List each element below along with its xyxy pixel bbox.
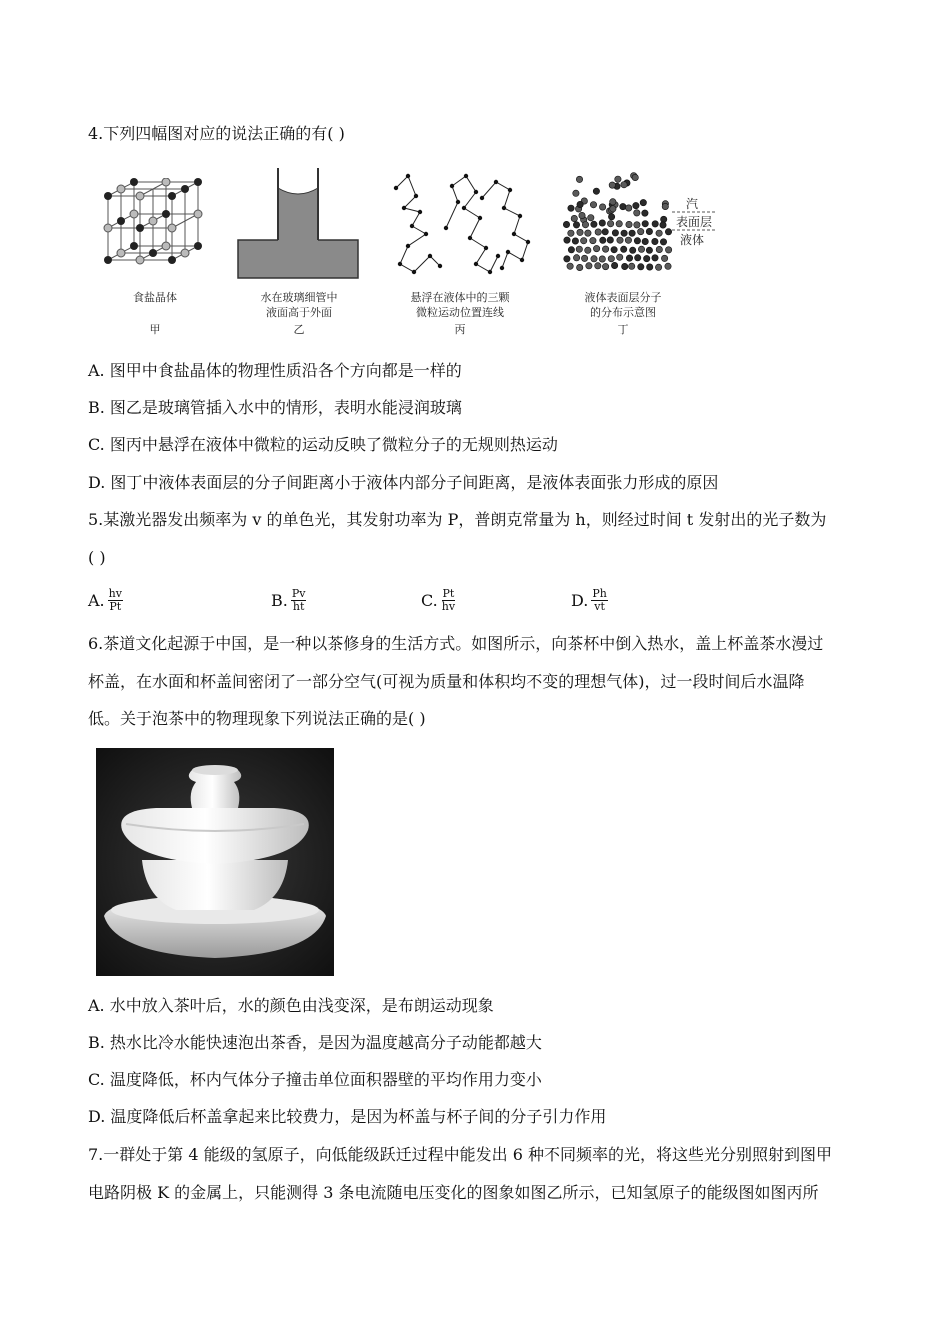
molecule-dot: [610, 199, 616, 205]
molecule-dot: [568, 247, 574, 253]
molecule-dot: [577, 264, 583, 270]
figure-bing-label: 丙: [454, 323, 466, 336]
molecule-dot: [617, 237, 623, 243]
q4-option-b: B. 图乙是玻璃管插入水中的情形，表明水能浸润玻璃: [88, 398, 462, 417]
molecule-dot: [595, 263, 601, 269]
molecule-dot: [610, 206, 616, 212]
molecule-dot: [638, 228, 644, 234]
molecule-dot: [611, 262, 617, 268]
figure-yi-label: 乙: [293, 323, 305, 336]
vapor-label: 汽: [686, 197, 699, 211]
q5-option-b-numerator: Pv: [291, 587, 306, 600]
molecule-dot: [576, 246, 582, 252]
figure-jia-caption: 食盐晶体: [133, 291, 177, 304]
molecule-dot: [660, 239, 666, 245]
molecule-dot: [642, 221, 648, 227]
molecule-dot: [656, 246, 662, 252]
molecule-dot: [621, 230, 627, 236]
q5-option-b-denominator: ht: [292, 600, 305, 613]
molecule-dot: [607, 221, 613, 227]
q6-option-a: A. 水中放入茶叶后，水的颜色由浅变深，是布朗运动现象: [88, 996, 494, 1015]
molecule-dot: [573, 222, 579, 228]
molecule-dot: [586, 263, 592, 269]
molecule-dot: [644, 255, 650, 261]
molecule-dot: [634, 238, 640, 244]
molecule-dot: [646, 247, 652, 253]
q5-option-c-numerator: Pt: [442, 587, 455, 600]
figure-bing-caption-2: 微粒运动位置连线: [416, 306, 504, 319]
teacup-photo: [96, 748, 334, 976]
brownian-motion-figure: [386, 168, 536, 282]
molecule-dot: [665, 229, 671, 235]
molecule-dot: [590, 237, 596, 243]
molecule-dot: [620, 203, 626, 209]
q4-option-d: D. 图丁中液体表面层的分子间距离小于液体内部分子间距离，是液体表面张力形成的原因: [88, 473, 719, 492]
figure-jia-label: 甲: [149, 323, 161, 336]
q5-option-a: [88, 588, 123, 613]
q6-option-c: C. 温度降低，杯内气体分子撞击单位面积器壁的平均作用力变小: [88, 1070, 542, 1089]
molecule-dot: [662, 203, 668, 209]
q5-option-a-numerator: hv: [108, 587, 122, 600]
molecule-dot: [634, 210, 640, 216]
figure-ding-caption-1: 液体表面层分子: [584, 291, 662, 304]
surface-layer-figure: [562, 170, 674, 278]
molecule-dot: [629, 230, 635, 236]
molecule-dot: [616, 221, 622, 227]
molecule-dot: [577, 229, 583, 235]
q6-option-d: D. 温度降低后杯盖拿起来比较费力，是因为杯盖与杯子间的分子引力作用: [88, 1107, 607, 1126]
molecule-dot: [581, 238, 587, 244]
figure-bing-caption-1: 悬浮在液体中的三颗: [410, 291, 510, 304]
molecule-dot: [640, 199, 646, 205]
molecule-dot: [638, 264, 644, 270]
q5-option-c: [421, 588, 456, 613]
molecule-dot: [599, 256, 605, 262]
molecule-dot: [564, 237, 570, 243]
molecule-dot: [611, 247, 617, 253]
molecule-dot: [615, 176, 621, 182]
q5-option-c-fraction: [441, 588, 456, 613]
molecule-dot: [626, 205, 632, 211]
molecule-dot: [634, 222, 640, 228]
molecule-dot: [652, 221, 658, 227]
molecule-dot: [626, 255, 632, 261]
molecule-dot: [595, 229, 601, 235]
q5-option-b-letter: B.: [271, 590, 288, 610]
molecule-dot: [581, 255, 587, 261]
q5-option-d-denominator: vt: [594, 600, 605, 613]
molecule-dot: [599, 204, 605, 210]
q6-option-b: B. 热水比冷水能快速泡出茶香，是因为温度越高分子动能都越大: [88, 1033, 542, 1052]
molecule-dot: [591, 256, 597, 262]
molecule-dot: [590, 202, 596, 208]
q5-option-d-numerator: Ph: [592, 587, 607, 600]
molecule-dot: [585, 230, 591, 236]
figure-yi-caption-1: 水在玻璃细管中: [260, 291, 338, 304]
molecule-dot: [642, 238, 648, 244]
molecule-dot: [588, 215, 594, 221]
molecule-dot: [665, 247, 671, 253]
molecule-dot: [572, 238, 578, 244]
molecule-dot: [632, 174, 638, 180]
molecule-dot: [665, 263, 671, 269]
molecule-dot: [646, 228, 652, 234]
q4-option-c: C. 图丙中悬浮在液体中微粒的运动反映了微粒分子的无规则热运动: [88, 435, 558, 454]
molecule-dot: [602, 229, 608, 235]
molecule-dot: [591, 221, 597, 227]
q4-stem: 4.下列四幅图对应的说法正确的有( ): [88, 124, 345, 143]
molecule-dot: [573, 255, 579, 261]
q5-option-b-fraction: [291, 588, 307, 613]
molecule-dot: [607, 237, 613, 243]
q7-stem-line-1: 7.一群处于第 4 能级的氢原子，向低能级跃迁过程中能发出 6 种不同频率的光，将这些光分别照射到图甲: [88, 1145, 832, 1164]
molecule-dot: [573, 190, 579, 196]
q6-stem-line-3: 低。关于泡茶中的物理现象下列说法正确的是( ): [88, 709, 426, 728]
molecule-dot: [612, 230, 618, 236]
q5-paren: ( ): [88, 548, 106, 567]
molecule-dot: [661, 255, 667, 261]
molecule-dot: [633, 202, 639, 208]
molecule-dot: [602, 246, 608, 252]
molecule-dot: [582, 222, 588, 228]
capillary-tube-figure: [236, 166, 360, 280]
q5-option-a-denominator: Pt: [109, 600, 122, 613]
molecule-dot: [585, 247, 591, 253]
molecule-dot: [593, 188, 599, 194]
molecule-dot: [600, 237, 606, 243]
molecule-dot: [617, 254, 623, 260]
surface-layer-label: 表面层: [676, 215, 713, 229]
molecule-dot: [577, 201, 583, 207]
q6-stem-line-1: 6.茶道文化起源于中国，是一种以茶修身的生活方式。如图所示，向茶杯中倒入热水，盖上杯盖茶水漫过: [88, 634, 824, 653]
molecule-dot: [621, 246, 627, 252]
molecule-dot: [625, 237, 631, 243]
molecule-dot: [629, 263, 635, 269]
q5-option-b: [271, 588, 306, 613]
molecule-dot: [599, 220, 605, 226]
q5-option-d-fraction: [591, 588, 608, 613]
molecule-dot: [593, 245, 599, 251]
molecule-dot: [602, 263, 608, 269]
molecule-dot: [652, 255, 658, 261]
molecule-dot: [567, 263, 573, 269]
q5-option-d: [571, 588, 608, 613]
molecule-dot: [622, 263, 628, 269]
q5-option-a-fraction: [108, 588, 123, 613]
molecule-dot: [576, 176, 582, 182]
figure-ding-caption-2: 的分布示意图: [590, 306, 656, 319]
molecule-dot: [568, 205, 574, 211]
molecule-dot: [563, 221, 569, 227]
molecule-dot: [621, 182, 627, 188]
q7-stem-line-2: 电路阴极 K 的金属上，只能测得 3 条电流随电压变化的图象如图乙所示，已知氢原子的能级图如图丙所: [88, 1183, 819, 1202]
q5-option-c-letter: C.: [421, 590, 438, 610]
molecule-dot: [608, 256, 614, 262]
molecule-dot: [609, 182, 615, 188]
salt-crystal-figure: [100, 178, 210, 282]
q5-stem: 5.某激光器发出频率为 v 的单色光，其发射功率为 P，普朗克常量为 h，则经过时间 t 发射出的光子数为: [88, 510, 827, 529]
figure-ding-label: 丁: [617, 323, 629, 336]
q5-option-a-letter: A.: [88, 590, 105, 610]
liquid-label: 液体: [680, 233, 705, 247]
molecule-dot: [635, 255, 641, 261]
q5-option-d-letter: D.: [571, 590, 589, 610]
molecule-dot: [642, 210, 648, 216]
molecule-dot: [571, 215, 577, 221]
q6-stem-line-2: 杯盖，在水面和杯盖间密闭了一部分空气(可视为质量和体积均不变的理想气体)，过一段时间后水温降: [88, 672, 805, 691]
molecule-dot: [626, 221, 632, 227]
molecule-dot: [608, 214, 614, 220]
molecule-dot: [655, 264, 661, 270]
molecule-dot: [568, 230, 574, 236]
molecule-dot: [656, 230, 662, 236]
molecule-dot: [564, 256, 570, 262]
molecule-dot: [579, 212, 585, 218]
molecule-dot: [660, 222, 666, 228]
q4-option-a: A. 图甲中食盐晶体的物理性质沿各个方向都是一样的: [88, 361, 462, 380]
molecule-dot: [652, 238, 658, 244]
molecule-dot: [638, 246, 644, 252]
q5-option-c-denominator: hv: [441, 600, 456, 613]
figure-yi-caption-2: 液面高于外面: [266, 306, 332, 319]
molecule-dot: [630, 247, 636, 253]
molecule-dot: [647, 264, 653, 270]
